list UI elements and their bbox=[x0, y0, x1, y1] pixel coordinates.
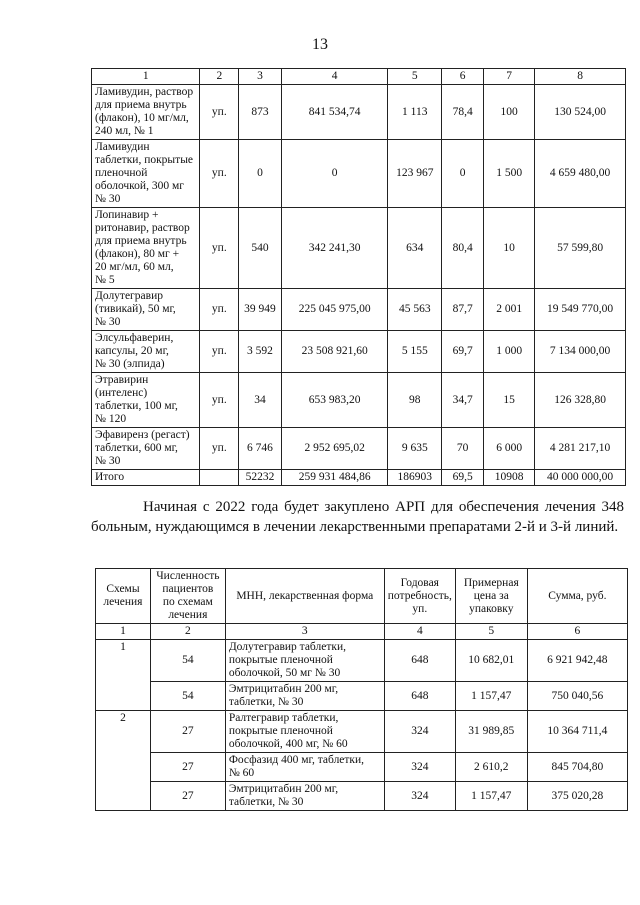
drug-name-cell: Фосфазид 400 мг, таблетки, № 60 bbox=[225, 753, 384, 782]
value-cell: 123 967 bbox=[388, 140, 442, 208]
value-cell: 34 bbox=[239, 373, 282, 428]
value-cell: 9 635 bbox=[388, 428, 442, 470]
unit-cell: уп. bbox=[200, 85, 239, 140]
value-cell: 634 bbox=[388, 208, 442, 289]
value-cell: 45 563 bbox=[388, 289, 442, 331]
unit-cell: уп. bbox=[200, 140, 239, 208]
unit-cell: уп. bbox=[200, 428, 239, 470]
patients-cell: 27 bbox=[150, 753, 225, 782]
table-row bbox=[96, 711, 628, 753]
drug-cost-table bbox=[91, 68, 626, 486]
header-cell: 6 bbox=[442, 69, 484, 85]
table-header-row bbox=[96, 569, 628, 624]
total-value-cell: 259 931 484,86 bbox=[281, 470, 388, 486]
scheme-cell: 2 bbox=[96, 711, 151, 811]
value-cell: 873 bbox=[239, 85, 282, 140]
header-cell: Схемы лечения bbox=[96, 569, 151, 624]
drug-name-cell: Ламивудин таблетки, покрытые пленочной оболочкой, 300 мг № 30 bbox=[92, 140, 200, 208]
value-cell: 2 001 bbox=[484, 289, 535, 331]
value-cell: 4 281 217,10 bbox=[535, 428, 626, 470]
unit-cell: уп. bbox=[200, 331, 239, 373]
header-cell: МНН, лекарственная форма bbox=[225, 569, 384, 624]
value-cell: 4 659 480,00 bbox=[535, 140, 626, 208]
value-cell: 15 bbox=[484, 373, 535, 428]
header-cell: 1 bbox=[92, 69, 200, 85]
value-cell: 841 534,74 bbox=[281, 85, 388, 140]
patients-cell: 54 bbox=[150, 640, 225, 682]
column-number-cell: 3 bbox=[225, 624, 384, 640]
table-row bbox=[92, 331, 626, 373]
value-cell: 57 599,80 bbox=[535, 208, 626, 289]
value-cell: 1 000 bbox=[484, 331, 535, 373]
sum-cell: 375 020,28 bbox=[527, 782, 627, 811]
total-value-cell: 40 000 000,00 bbox=[535, 470, 626, 486]
drug-name-cell: Эмтрицитабин 200 мг, таблетки, № 30 bbox=[225, 782, 384, 811]
header-cell: 2 bbox=[200, 69, 239, 85]
price-cell: 10 682,01 bbox=[455, 640, 527, 682]
value-cell: 98 bbox=[388, 373, 442, 428]
value-cell: 653 983,20 bbox=[281, 373, 388, 428]
need-cell: 324 bbox=[384, 753, 455, 782]
table-row bbox=[92, 140, 626, 208]
header-cell: 7 bbox=[484, 69, 535, 85]
value-cell: 0 bbox=[239, 140, 282, 208]
table-row bbox=[96, 782, 628, 811]
header-cell: 5 bbox=[388, 69, 442, 85]
sum-cell: 6 921 942,48 bbox=[527, 640, 627, 682]
value-cell: 126 328,80 bbox=[535, 373, 626, 428]
patients-cell: 54 bbox=[150, 682, 225, 711]
drug-name-cell: Ламивудин, раствор для приема внутрь (флакон), 10 мг/мл, 240 мл, № 1 bbox=[92, 85, 200, 140]
value-cell: 5 155 bbox=[388, 331, 442, 373]
drug-name-cell: Эфавиренз (регаст) таблетки, 600 мг, № 30 bbox=[92, 428, 200, 470]
value-cell: 0 bbox=[281, 140, 388, 208]
value-cell: 225 045 975,00 bbox=[281, 289, 388, 331]
price-cell: 2 610,2 bbox=[455, 753, 527, 782]
header-cell: 8 bbox=[535, 69, 626, 85]
value-cell: 130 524,00 bbox=[535, 85, 626, 140]
unit-cell bbox=[200, 470, 239, 486]
body-paragraph: Начиная с 2022 года будет закуплено АРП для обеспечения лечения 348 больным, нуждающимся в лечении лекарственными препаратами 2-й и 3-й линий. bbox=[91, 499, 624, 535]
column-number-cell: 6 bbox=[527, 624, 627, 640]
need-cell: 324 bbox=[384, 711, 455, 753]
page-number: 13 bbox=[312, 36, 328, 53]
value-cell: 23 508 921,60 bbox=[281, 331, 388, 373]
drug-name-cell: Долутегравир таблетки, покрытые пленочной оболочкой, 50 мг № 30 bbox=[225, 640, 384, 682]
table-header-row bbox=[92, 69, 626, 85]
header-cell: Примерная цена за упаковку bbox=[455, 569, 527, 624]
drug-name-cell: Этравирин (интеленс) таблетки, 100 мг, № 120 bbox=[92, 373, 200, 428]
header-cell: 3 bbox=[239, 69, 282, 85]
drug-name-cell: Ралтегравир таблетки, покрытые пленочной оболочкой, 400 мг, № 60 bbox=[225, 711, 384, 753]
price-cell: 1 157,47 bbox=[455, 782, 527, 811]
header-cell: Годовая потребность, уп. bbox=[384, 569, 455, 624]
header-cell: Сумма, руб. bbox=[527, 569, 627, 624]
table-row bbox=[96, 753, 628, 782]
need-cell: 648 bbox=[384, 682, 455, 711]
total-value-cell: 69,5 bbox=[442, 470, 484, 486]
column-number-row bbox=[96, 624, 628, 640]
value-cell: 540 bbox=[239, 208, 282, 289]
table-row bbox=[96, 640, 628, 682]
header-cell: Численность пациентов по схемам лечения bbox=[150, 569, 225, 624]
drug-name-cell: Лопинавир + ритонавир, раствор для приема внутрь (флакон), 80 мг + 20 мг/мл, 60 мл, № 5 bbox=[92, 208, 200, 289]
unit-cell: уп. bbox=[200, 373, 239, 428]
value-cell: 6 000 bbox=[484, 428, 535, 470]
value-cell: 100 bbox=[484, 85, 535, 140]
value-cell: 19 549 770,00 bbox=[535, 289, 626, 331]
value-cell: 0 bbox=[442, 140, 484, 208]
value-cell: 2 952 695,02 bbox=[281, 428, 388, 470]
price-cell: 1 157,47 bbox=[455, 682, 527, 711]
value-cell: 1 500 bbox=[484, 140, 535, 208]
scheme-cell: 1 bbox=[96, 640, 151, 711]
table-row bbox=[92, 208, 626, 289]
value-cell: 342 241,30 bbox=[281, 208, 388, 289]
header-cell: 4 bbox=[281, 69, 388, 85]
drug-name-cell: Элсульфаверин, капсулы, 20 мг, № 30 (элпида) bbox=[92, 331, 200, 373]
unit-cell: уп. bbox=[200, 208, 239, 289]
value-cell: 70 bbox=[442, 428, 484, 470]
need-cell: 324 bbox=[384, 782, 455, 811]
value-cell: 6 746 bbox=[239, 428, 282, 470]
value-cell: 3 592 bbox=[239, 331, 282, 373]
value-cell: 1 113 bbox=[388, 85, 442, 140]
need-cell: 648 bbox=[384, 640, 455, 682]
column-number-cell: 4 bbox=[384, 624, 455, 640]
value-cell: 10 bbox=[484, 208, 535, 289]
value-cell: 80,4 bbox=[442, 208, 484, 289]
table-row bbox=[92, 428, 626, 470]
column-number-cell: 1 bbox=[96, 624, 151, 640]
treatment-scheme-table bbox=[95, 568, 628, 811]
total-row bbox=[92, 470, 626, 486]
value-cell: 87,7 bbox=[442, 289, 484, 331]
total-value-cell: 52232 bbox=[239, 470, 282, 486]
sum-cell: 750 040,56 bbox=[527, 682, 627, 711]
value-cell: 34,7 bbox=[442, 373, 484, 428]
value-cell: 39 949 bbox=[239, 289, 282, 331]
price-cell: 31 989,85 bbox=[455, 711, 527, 753]
patients-cell: 27 bbox=[150, 782, 225, 811]
unit-cell: уп. bbox=[200, 289, 239, 331]
value-cell: 7 134 000,00 bbox=[535, 331, 626, 373]
column-number-cell: 2 bbox=[150, 624, 225, 640]
total-value-cell: 186903 bbox=[388, 470, 442, 486]
total-value-cell: 10908 bbox=[484, 470, 535, 486]
sum-cell: 10 364 711,4 bbox=[527, 711, 627, 753]
drug-name-cell: Эмтрицитабин 200 мг, таблетки, № 30 bbox=[225, 682, 384, 711]
table-row bbox=[92, 373, 626, 428]
table-row bbox=[92, 289, 626, 331]
drug-name-cell: Долутегравир (тивикай), 50 мг, № 30 bbox=[92, 289, 200, 331]
sum-cell: 845 704,80 bbox=[527, 753, 627, 782]
total-label-cell: Итого bbox=[92, 470, 200, 486]
column-number-cell: 5 bbox=[455, 624, 527, 640]
value-cell: 78,4 bbox=[442, 85, 484, 140]
value-cell: 69,7 bbox=[442, 331, 484, 373]
table-row bbox=[96, 682, 628, 711]
patients-cell: 27 bbox=[150, 711, 225, 753]
table-row bbox=[92, 85, 626, 140]
